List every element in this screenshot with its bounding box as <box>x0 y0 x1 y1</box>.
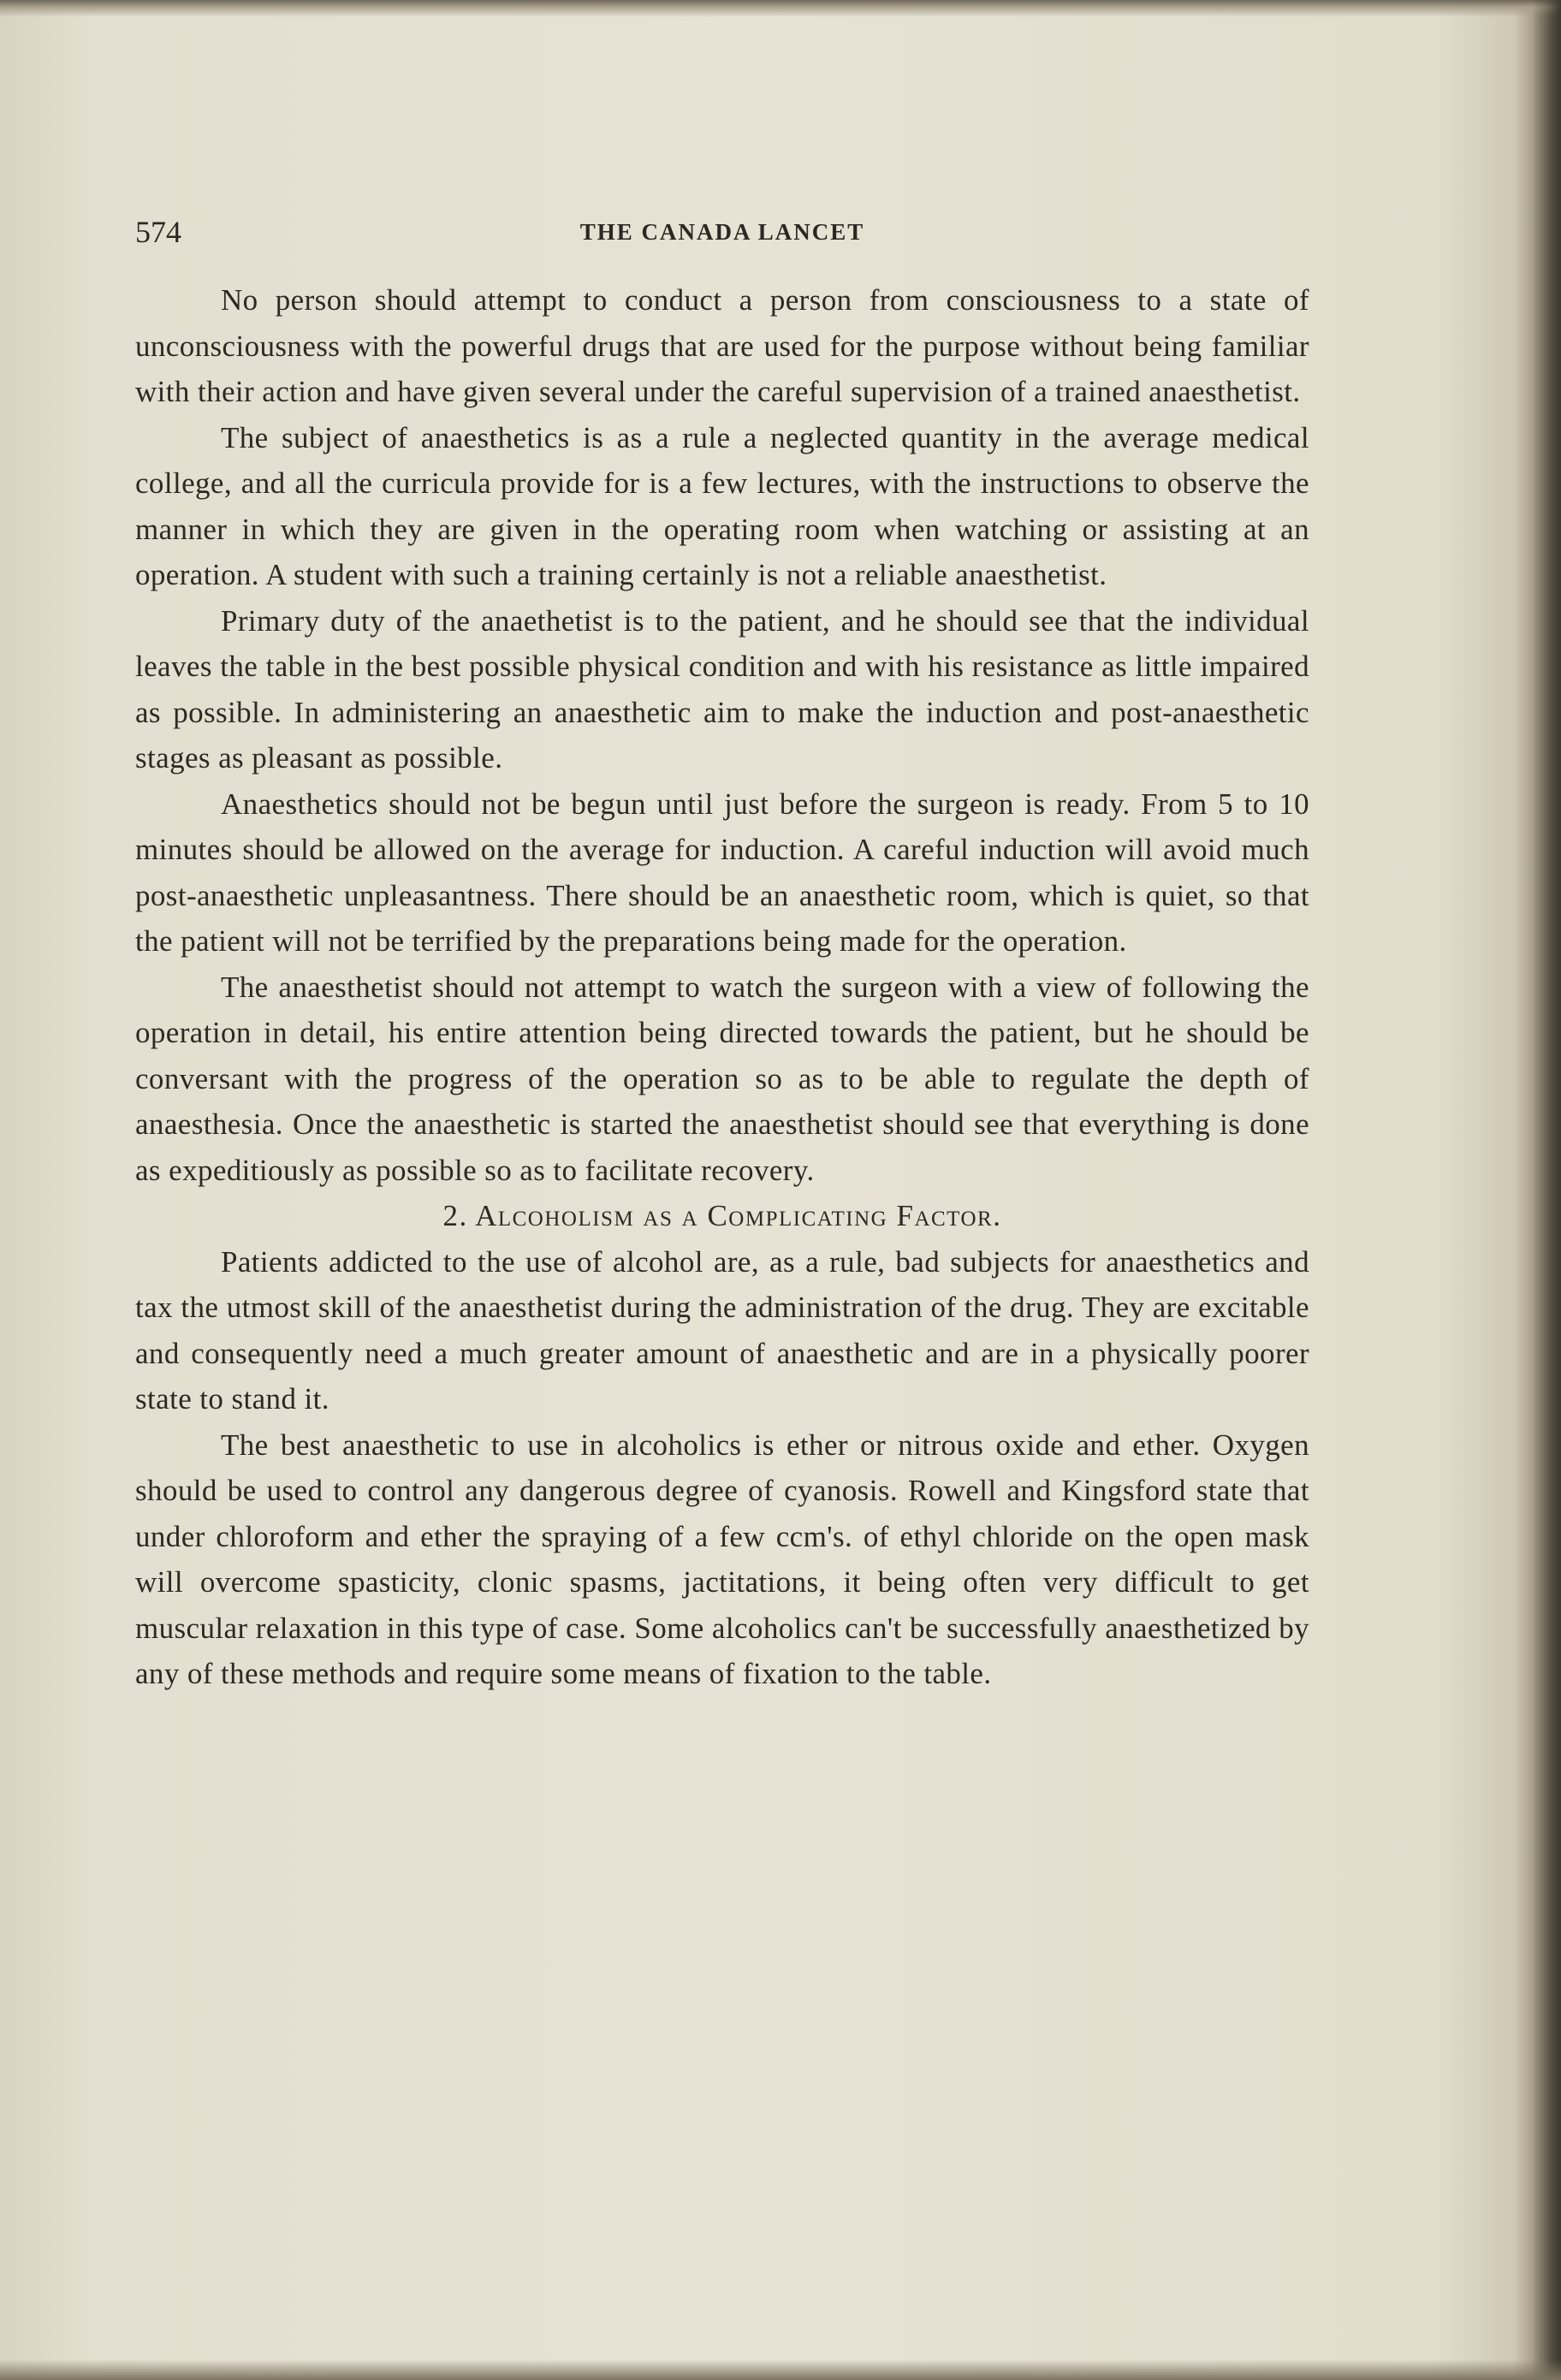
body-text <box>135 277 1309 1697</box>
paragraph: The subject of anaesthetics is as a rule a neglected quantity in the average medical college, and all the curricula provide for is a few lectures, with the instructions to observe the manner in which they are given in the operating room when watching or assisting at an operation. A student with such a training certainly is not a reliable anaesthetist. <box>135 420 1309 591</box>
running-head: THE CANADA LANCET <box>579 219 865 245</box>
page-number: 574 <box>135 215 181 249</box>
paragraph: Patients addicted to the use of alcohol are, as a rule, bad subjects for anaesthetics and tax the utmost skill of the anaesthetist during the administration of the drug. They are excitable and consequently need a much greater amount of anaesthetic and are in a physically poorer state to stand it. <box>135 1244 1309 1416</box>
page-edge-shadow <box>1532 0 1561 2380</box>
section-heading: 2. Alcoholism as a Complicating Factor. <box>442 1199 1002 1232</box>
paragraph: Primary duty of the anaethetist is to the patient, and he should see that the individual leaves the table in the best possible physical condition and with his resistance as little impaired as possible. In administering an anaesthetic aim to make the induction and post-anaesthetic stages as pleasant as possible. <box>135 603 1309 775</box>
paragraph: Anaesthetics should not be begun until just before the surgeon is ready. From 5 to 10 minutes should be allowed on the average for induction. A careful induction will avoid much post-anaesthetic unpleasantness. There should be an anaesthetic room, which is quiet, so that the patient will not be terrified by the preparations being made for the operation. <box>135 786 1309 958</box>
page-header <box>135 209 1309 255</box>
paragraph: The best anaesthetic to use in alcoholics is ether or nitrous oxide and ether. Oxygen should be used to control any dangerous degree of cyanosis. Rowell and Kingsford state that under chloroform and ether the spraying of a few ccm's. of ethyl chloride on the open mask will overcome spasticity, clonic spasms, jactitations, it being often very difficult to get muscular relaxation in this type of case. Some alcoholics can't be successfully anaesthetized by any of these methods and require some means of fixation to the table. <box>135 1427 1309 1690</box>
paragraph: The anaesthetist should not attempt to watch the surgeon with a view of following the operation in detail, his entire attention being directed towards the patient, but he should be conversant with the progress of the operation so as to be able to regulate the depth of anaesthesia. Once the anaesthetic is started the anaesthetist should see that everything is done as expeditiously as possible so as to facilitate recovery. <box>135 970 1309 1187</box>
paragraph: No person should attempt to conduct a person from consciousness to a state of unconsciousness with the powerful drugs that are used for the purpose without being familiar with their action and have given several under the careful supervision of a trained anaesthetist. <box>135 283 1309 408</box>
